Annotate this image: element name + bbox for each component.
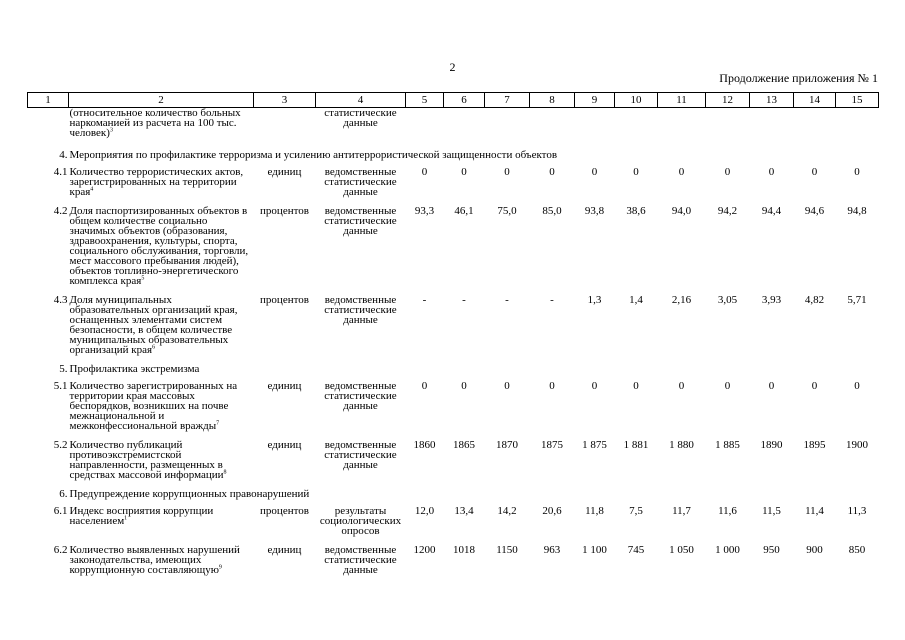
table-row <box>28 440 879 489</box>
value-cell: 11,3 <box>847 505 867 517</box>
column-header: 15 <box>836 93 879 108</box>
section-title: Профилактика экстремизма <box>69 363 200 375</box>
source-cell: ведомственные статистические данные <box>324 166 397 198</box>
value-cell: 13,4 <box>454 505 474 517</box>
value-cell: 0 <box>461 166 467 178</box>
value-cell <box>615 108 658 151</box>
value-cell: 0 <box>768 166 775 178</box>
row-number: 5. <box>59 363 68 375</box>
continuation-label: Продолжение приложения № 1 <box>719 71 878 85</box>
value-cell: 11,4 <box>805 505 824 517</box>
unit-cell: единиц <box>267 166 302 178</box>
table-row <box>28 506 879 545</box>
value-cell: 94,0 <box>671 205 692 217</box>
value-cell: 1150 <box>496 544 518 556</box>
value-cell: 38,6 <box>626 205 646 217</box>
indicator-name: Индекс восприятия коррупции населением$^1$ <box>69 505 214 527</box>
value-cell: 12,0 <box>414 505 435 517</box>
value-cell: 0 <box>854 380 860 392</box>
value-cell: - <box>505 294 509 306</box>
value-cell: - <box>550 294 554 306</box>
footnote-mark: 4 <box>90 186 94 193</box>
source-cell: ведомственные статистические данные <box>324 544 397 576</box>
value-cell: 1 875 <box>582 439 607 451</box>
row-number: 6. <box>59 488 68 500</box>
row-number: 4.3 <box>53 294 68 306</box>
value-cell: 0 <box>633 166 639 178</box>
value-cell <box>485 108 530 151</box>
value-cell: 1 881 <box>623 439 649 451</box>
value-cell: 0 <box>549 380 555 392</box>
value-cell: 0 <box>724 380 731 392</box>
value-cell: 1,3 <box>587 294 602 306</box>
value-cell: 94,4 <box>761 205 782 217</box>
value-cell: 963 <box>543 544 561 556</box>
section-row <box>28 150 879 167</box>
value-cell: 0 <box>591 166 598 178</box>
value-cell: 20,6 <box>542 505 562 517</box>
source-cell: статистические данные <box>324 107 397 129</box>
value-cell: 0 <box>549 166 555 178</box>
value-cell: - <box>462 294 466 306</box>
value-cell: 5,71 <box>847 294 867 306</box>
indicator-name: Количество публикаций противоэкстремистской направленности, размещенных в средствах массовой информации$^8$ <box>69 439 227 481</box>
table-row <box>28 206 879 295</box>
row-number <box>28 108 69 151</box>
value-cell: 1860 <box>413 439 436 451</box>
column-header: 11 <box>658 93 706 108</box>
column-header: 14 <box>794 93 836 108</box>
unit-cell: процентов <box>260 294 309 306</box>
value-cell: 2,16 <box>671 294 692 306</box>
section-row <box>28 364 879 381</box>
table-row <box>28 381 879 440</box>
value-cell <box>530 108 575 151</box>
value-cell: 0 <box>504 380 510 392</box>
value-cell: 1865 <box>453 439 475 451</box>
section-row <box>28 489 879 506</box>
value-cell: 1,4 <box>629 294 643 306</box>
value-cell: 1018 <box>453 544 475 556</box>
indicator-name: Количество террористических актов, зарегистрированных на территории края$^4$ <box>69 166 244 198</box>
footnote-mark: 8 <box>223 469 227 476</box>
column-header: 13 <box>750 93 794 108</box>
footnote-mark: 1 <box>124 515 128 522</box>
table-body <box>28 108 879 585</box>
value-cell: 11,6 <box>718 505 737 517</box>
column-header: 3 <box>254 93 316 108</box>
table-row <box>28 545 879 584</box>
value-cell: 94,2 <box>717 205 738 217</box>
unit-cell: процентов <box>260 205 309 217</box>
footnote-mark: 3 <box>109 127 113 134</box>
value-cell: - <box>422 294 427 306</box>
value-cell: 94,8 <box>847 205 867 217</box>
column-header: 2 <box>69 93 254 108</box>
source-cell: ведомственные статистические данные <box>324 380 397 412</box>
value-cell: 85,0 <box>542 205 562 217</box>
value-cell: 11,5 <box>762 505 781 517</box>
value-cell: 11,8 <box>585 505 604 517</box>
indicator-name: Количество выявленных нарушений законодательства, имеющих коррупционную составляющую$^9$ <box>69 544 240 576</box>
value-cell: 0 <box>854 166 860 178</box>
table-row <box>28 167 879 206</box>
value-cell <box>836 108 879 151</box>
value-cell: 0 <box>811 166 818 178</box>
row-number: 5.1 <box>53 380 68 392</box>
value-cell: 4,82 <box>804 294 825 306</box>
source-cell: ведомственные статистические данные <box>324 439 397 471</box>
value-cell: 93,3 <box>414 205 435 217</box>
value-cell: 1895 <box>803 439 826 451</box>
value-cell <box>706 108 750 151</box>
unit-cell <box>254 108 316 151</box>
value-cell: 900 <box>806 544 823 556</box>
value-cell: 1 885 <box>715 439 740 451</box>
value-cell: 0 <box>811 380 818 392</box>
value-cell: 94,6 <box>804 205 825 217</box>
value-cell: 0 <box>504 166 510 178</box>
table-row <box>28 295 879 364</box>
value-cell: 7,5 <box>629 505 643 517</box>
unit-cell: единиц <box>267 380 302 392</box>
value-cell: 1890 <box>760 439 783 451</box>
value-cell: 3,93 <box>761 294 782 306</box>
table-row <box>28 108 879 151</box>
value-cell: 745 <box>627 544 645 556</box>
value-cell: 0 <box>724 166 731 178</box>
value-cell: 950 <box>763 544 780 556</box>
indicator-name: (относительное количество больных наркоманией из расчета на 100 тыс. человек)$^3$ <box>69 107 241 139</box>
value-cell: 0 <box>591 380 598 392</box>
value-cell: 0 <box>461 380 467 392</box>
page-number: 2 <box>449 60 456 74</box>
value-cell <box>406 108 444 151</box>
column-header: 10 <box>615 93 658 108</box>
value-cell: 1 050 <box>669 544 694 556</box>
column-header: 8 <box>530 93 575 108</box>
footnote-mark: 7 <box>216 420 220 427</box>
column-header: 1 <box>28 93 69 108</box>
value-cell: 1 880 <box>669 439 694 451</box>
column-header: 6 <box>444 93 485 108</box>
value-cell <box>444 108 485 151</box>
row-number: 6.2 <box>53 544 68 556</box>
value-cell: 14,2 <box>497 505 517 517</box>
value-cell: 75,0 <box>497 205 517 217</box>
column-header: 12 <box>706 93 750 108</box>
footnote-mark: 5 <box>141 275 145 282</box>
value-cell: 1900 <box>846 439 868 451</box>
value-cell: 46,1 <box>454 205 474 217</box>
column-header: 4 <box>316 93 406 108</box>
value-cell <box>750 108 794 151</box>
section-title: Мероприятия по профилактике терроризма и усилению антитеррористической защищенности объектов <box>69 149 558 161</box>
value-cell: 3,05 <box>717 294 738 306</box>
source-cell: ведомственные статистические данные <box>324 294 397 326</box>
source-cell: ведомственные статистические данные <box>324 205 397 237</box>
value-cell: 1875 <box>541 439 563 451</box>
row-number: 4. <box>59 149 68 161</box>
row-number: 4.1 <box>53 166 68 178</box>
footnote-mark: 9 <box>218 564 222 571</box>
unit-cell: единиц <box>267 439 302 451</box>
value-cell <box>658 108 706 151</box>
value-cell: 1870 <box>496 439 518 451</box>
value-cell: 1 100 <box>582 544 607 556</box>
value-cell <box>575 108 615 151</box>
row-number: 6.1 <box>53 505 68 517</box>
column-header: 5 <box>406 93 444 108</box>
value-cell: 0 <box>678 380 685 392</box>
value-cell: 0 <box>421 166 428 178</box>
column-header: 7 <box>485 93 530 108</box>
unit-cell: процентов <box>260 505 309 517</box>
value-cell: 0 <box>633 380 639 392</box>
row-number: 5.2 <box>53 439 68 451</box>
value-cell: 850 <box>848 544 866 556</box>
value-cell: 0 <box>421 380 428 392</box>
value-cell: 1 000 <box>715 544 740 556</box>
unit-cell: единиц <box>267 544 302 556</box>
indicator-name: Доля муниципальных образовательных организаций края, оснащенных элементами систем безопасности, в общем количестве муниципальных образовательных организаций края$^6$ <box>69 294 238 356</box>
footnote-mark: 6 <box>152 344 156 351</box>
source-cell: результаты социологических опросов <box>319 505 402 537</box>
value-cell: 0 <box>768 380 775 392</box>
column-header: 9 <box>575 93 615 108</box>
value-cell <box>794 108 836 151</box>
indicators-table <box>27 92 879 584</box>
value-cell: 11,7 <box>672 505 691 517</box>
value-cell: 0 <box>678 166 685 178</box>
table-header-row <box>28 93 879 108</box>
value-cell: 1200 <box>413 544 436 556</box>
indicator-name: Доля паспортизированных объектов в общем количестве социально значимых объектов (образования, здравоохранения, культуры, спорта, социального обслуживания, торговли, мест массового пребывания людей), объектов топливно-энергетического комплекса края$^5$ <box>69 205 249 287</box>
indicator-name: Количество зарегистрированных на территории края массовых беспорядков, возникших на почве межнациональной и межконфессиональной вражды$^7$ <box>69 380 238 432</box>
value-cell: 93,8 <box>584 205 605 217</box>
row-number: 4.2 <box>53 205 68 217</box>
section-title: Предупреждение коррупционных правонарушений <box>69 488 310 500</box>
